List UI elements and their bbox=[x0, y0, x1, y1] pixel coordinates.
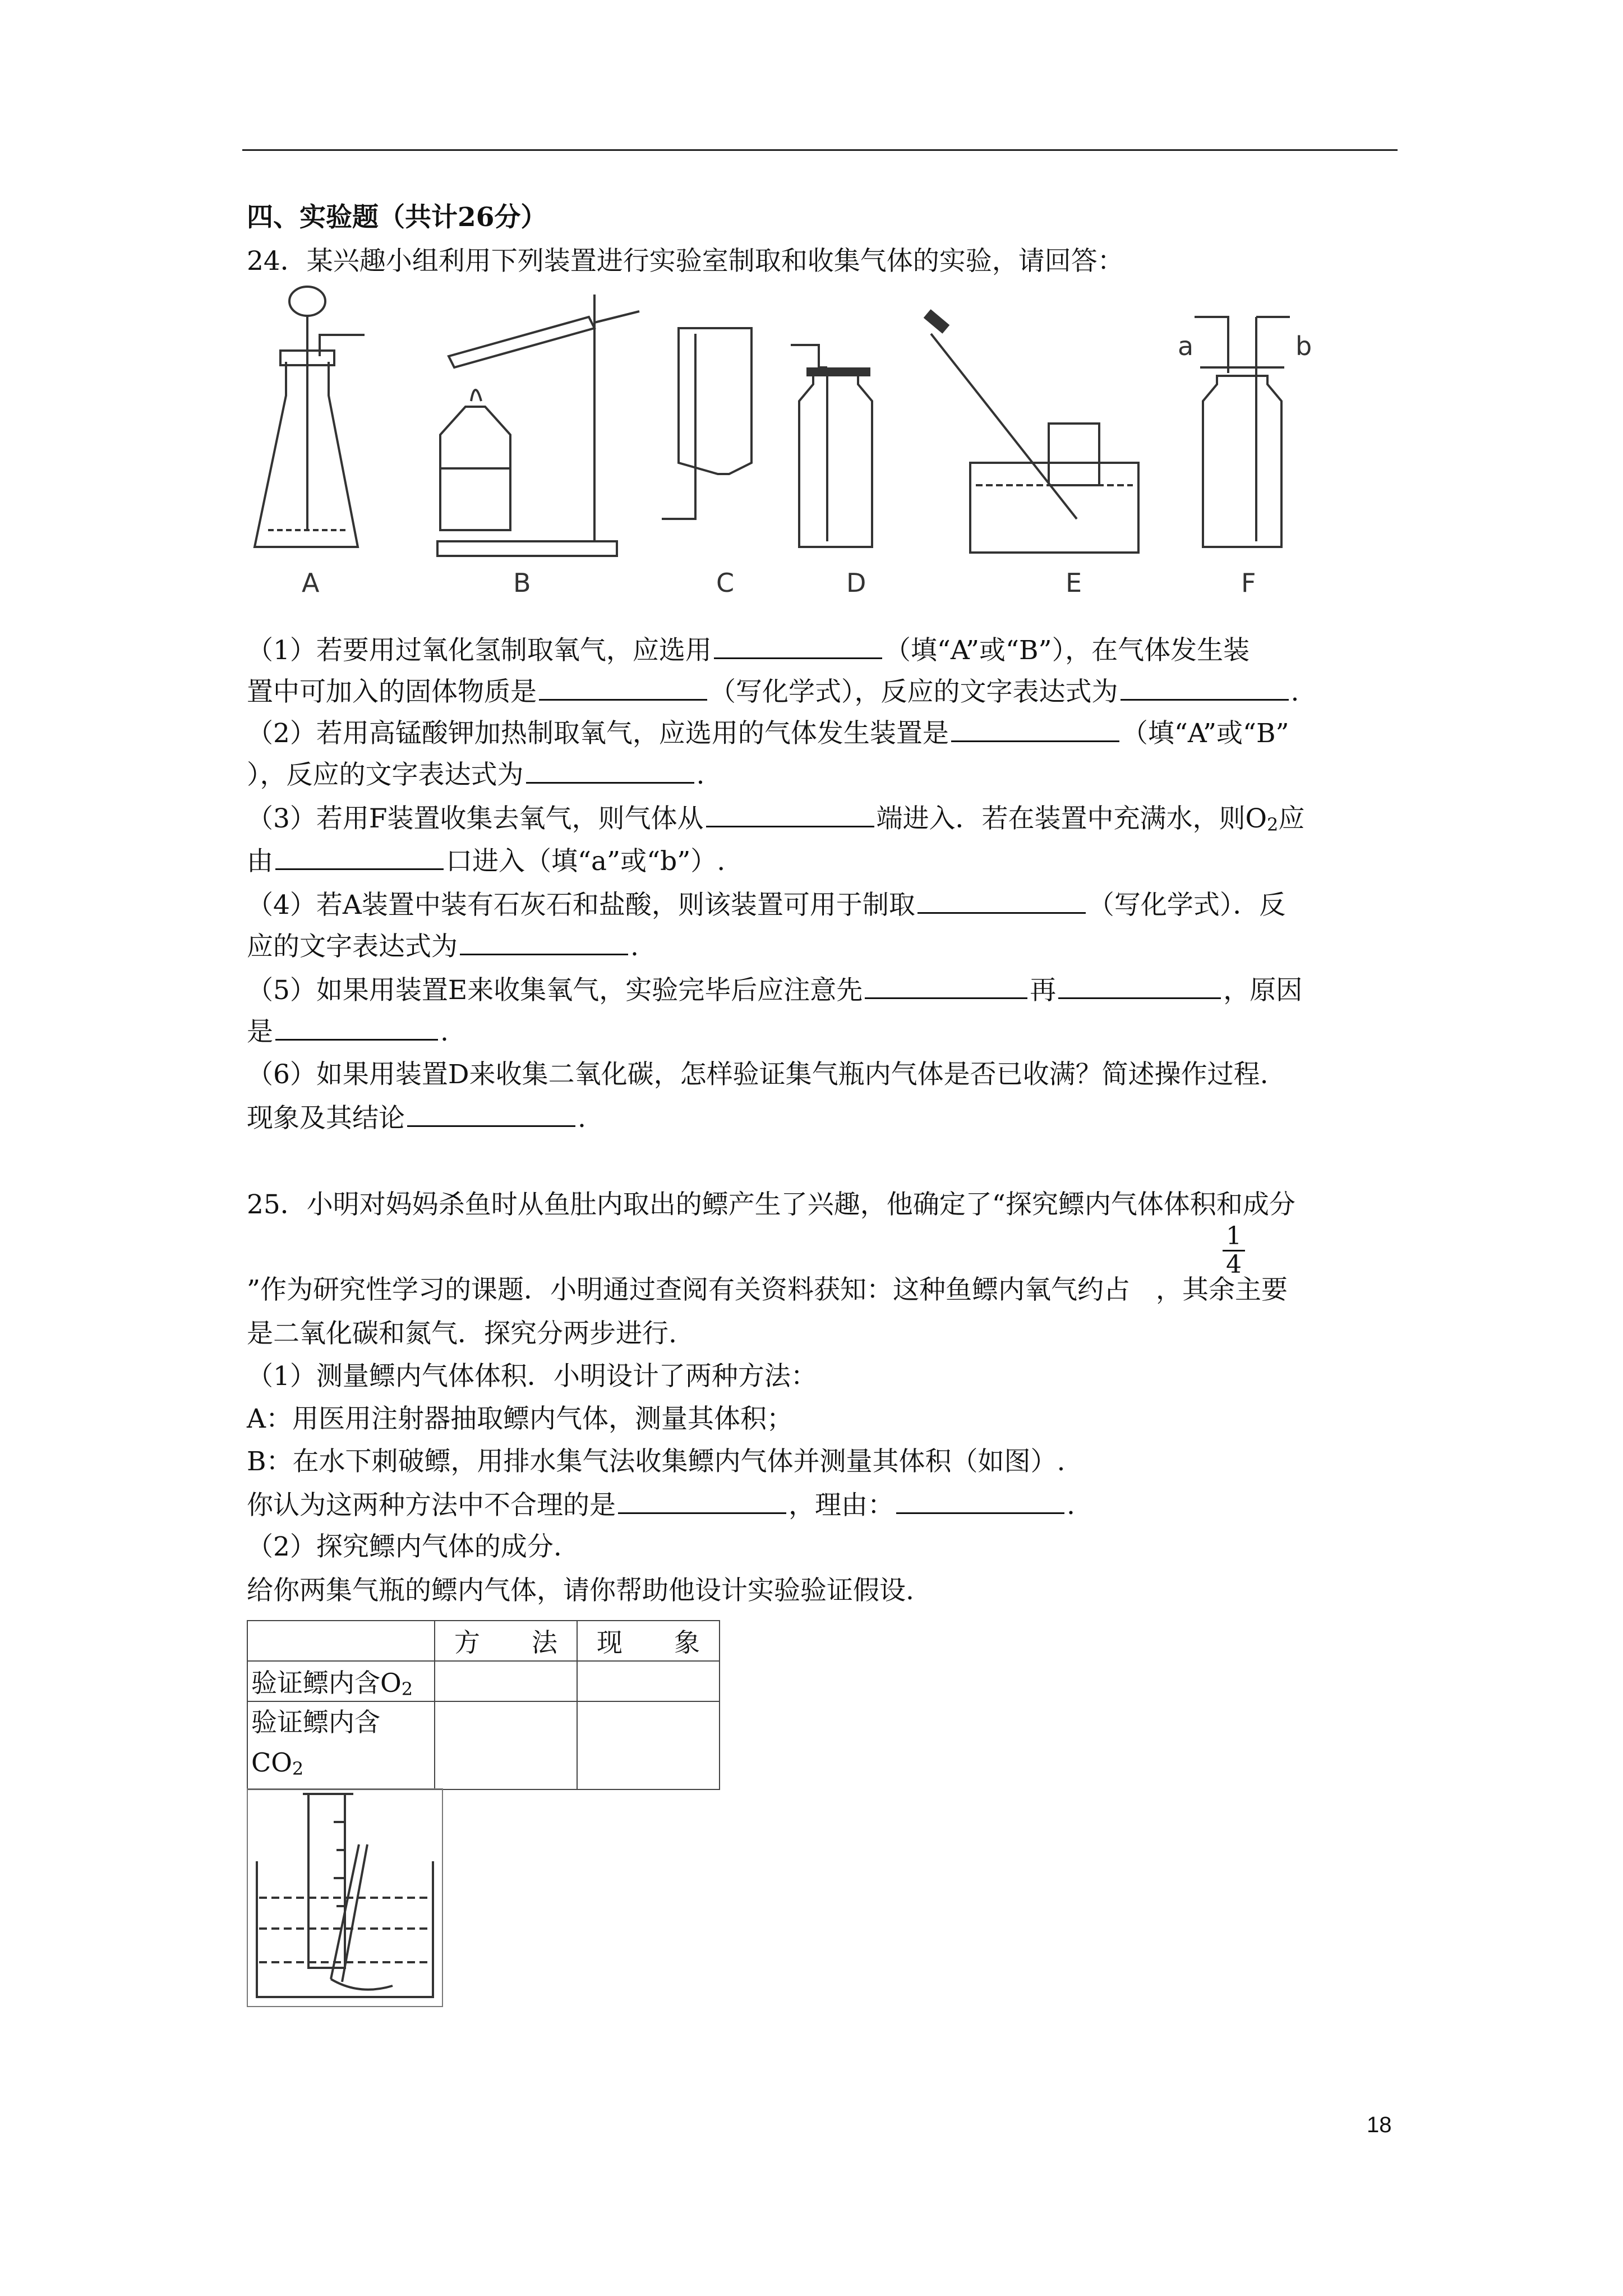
page-number: 18 bbox=[1367, 2113, 1392, 2137]
label-f: F bbox=[1241, 568, 1256, 598]
answer-blank[interactable] bbox=[896, 1488, 1064, 1514]
answer-blank[interactable] bbox=[275, 1014, 438, 1041]
answer-blank[interactable] bbox=[1058, 973, 1221, 999]
q25-line9: 给你两集气瓶的鳔内气体，请你帮助他设计实验验证假设. bbox=[247, 1575, 914, 1606]
section-title: 四、实验题（共计26分） bbox=[247, 202, 547, 233]
table-cell-input[interactable] bbox=[435, 1701, 577, 1789]
apparatus-c bbox=[662, 328, 751, 519]
header-rule bbox=[242, 149, 1398, 151]
q25-line3: 是二氧化碳和氮气．探究分两步进行. bbox=[247, 1318, 677, 1349]
apparatus-d bbox=[791, 345, 872, 547]
apparatus-figure bbox=[247, 283, 1324, 597]
apparatus-e bbox=[925, 311, 1138, 553]
answer-blank[interactable] bbox=[460, 929, 628, 955]
answer-blank[interactable] bbox=[706, 801, 874, 827]
label-b: B bbox=[513, 568, 531, 598]
port-label-a: a bbox=[1178, 331, 1194, 361]
q24-p6-line2: 现象及其结论 . bbox=[247, 1101, 586, 1135]
table-header-phenomenon: 现 象 bbox=[577, 1621, 720, 1661]
q25-line5: A：用医用注射器抽取鳔内气体，测量其体积； bbox=[247, 1404, 793, 1434]
fraction-one-quarter: $\frac{1}{4}$ bbox=[1223, 1223, 1245, 1278]
experiment-table bbox=[247, 1620, 720, 1790]
q24-p2-line1: （2）若用高锰酸钾加热制取氧气，应选用的气体发生装置是 （填“A”或“B” bbox=[247, 716, 1289, 751]
answer-blank[interactable] bbox=[407, 1101, 575, 1127]
apparatus-a bbox=[255, 287, 365, 547]
q24-p2-line2: ），反应的文字表达式为 . bbox=[247, 757, 704, 792]
answer-blank[interactable] bbox=[951, 716, 1119, 742]
answer-blank[interactable] bbox=[539, 674, 707, 701]
answer-blank[interactable] bbox=[275, 844, 444, 870]
table-row-co2: 验证鳔内含 $CO_2$ bbox=[247, 1701, 435, 1789]
q24-p5-line2: 是 . bbox=[247, 1014, 449, 1049]
q24-p3-line2: 由 口进入（填“a”或“b”）. bbox=[247, 844, 725, 878]
table-cell-input[interactable] bbox=[577, 1701, 720, 1789]
q25-line7: 你认为这两种方法中不合理的是 ，理由： . bbox=[247, 1488, 1075, 1522]
table-header-method: 方 法 bbox=[435, 1621, 577, 1661]
q24-p1-line1: （1）若要用过氧化氢制取氧气，应选用 （填“A”或“B”），在气体发生装 bbox=[247, 633, 1249, 668]
answer-blank[interactable] bbox=[917, 887, 1086, 914]
table-row-o2: 验证鳔内含$O_2$ bbox=[247, 1661, 435, 1701]
label-e: E bbox=[1066, 568, 1082, 598]
q24-p4-line1: （4）若A装置中装有石灰石和盐酸，则该装置可用于制取 （写化学式）．反 bbox=[247, 887, 1285, 922]
table-cell-input[interactable] bbox=[435, 1661, 577, 1701]
q24-p1-line2: 置中可加入的固体物质是 （写化学式），反应的文字表达式为 . bbox=[247, 674, 1299, 709]
q25-line6: B：在水下刺破鳔，用排水集气法收集鳔内气体并测量其体积（如图）. bbox=[247, 1446, 1066, 1477]
apparatus-b bbox=[437, 295, 639, 556]
q24-p6-line1: （6）如果用装置D来收集二氧化碳，怎样验证集气瓶内气体是否已收满？简述操作过程. bbox=[247, 1059, 1269, 1090]
q24-p3-line1: （3）若用F装置收集去氧气，则气体从 端进入．若在装置中充满水，则$O_2$应 bbox=[247, 801, 1304, 841]
q25-line1: 25．小明对妈妈杀鱼时从鱼肚内取出的鳔产生了兴趣，他确定了“探究鳔内气体体积和成分 bbox=[247, 1189, 1295, 1220]
answer-blank[interactable] bbox=[526, 757, 694, 784]
answer-blank[interactable] bbox=[1121, 674, 1289, 701]
q24-intro: 24．某兴趣小组利用下列装置进行实验室制取和收集气体的实验，请回答： bbox=[247, 246, 1124, 277]
answer-blank[interactable] bbox=[714, 633, 882, 659]
label-a: A bbox=[302, 568, 320, 598]
label-d: D bbox=[846, 568, 866, 598]
answer-blank[interactable] bbox=[618, 1488, 786, 1514]
table-corner bbox=[247, 1621, 435, 1661]
q24-p5-line1: （5）如果用装置E来收集氧气，实验完毕后应注意先 再 ，原因 bbox=[247, 973, 1302, 1007]
apparatus-f bbox=[1195, 317, 1290, 547]
q25-line8: （2）探究鳔内气体的成分. bbox=[247, 1531, 562, 1562]
port-label-b: b bbox=[1295, 331, 1312, 361]
gas-collection-figure bbox=[247, 1788, 443, 2007]
label-c: C bbox=[716, 568, 735, 598]
table-cell-input[interactable] bbox=[577, 1661, 720, 1701]
q24-p4-line2: 应的文字表达式为 . bbox=[247, 929, 639, 964]
q25-line4: （1）测量鳔内气体体积．小明设计了两种方法： bbox=[247, 1361, 817, 1392]
q25-line2: ”作为研究性学习的课题．小明通过查阅有关资料获知：这种鱼鳔内氧气约占 ，其余主要 bbox=[247, 1274, 1288, 1305]
answer-blank[interactable] bbox=[865, 973, 1027, 999]
